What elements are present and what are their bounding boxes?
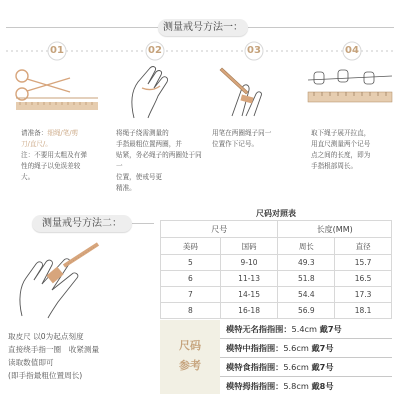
cell-us: 8: [161, 303, 221, 319]
pen-mark-illustration: [212, 62, 272, 118]
ruler-icon: [16, 102, 98, 110]
method2-line-1: 取皮尺 以0为起点刻度: [8, 332, 84, 341]
reference-label-top: 尺码: [179, 339, 201, 352]
reference-row: [226, 340, 334, 357]
reference-row: [226, 359, 334, 376]
step-2-line-4: 圈处于同一: [116, 151, 202, 170]
hand-icon: [20, 259, 78, 318]
cell-diameter: 15.7: [335, 255, 392, 271]
cell-circumference: 56.9: [278, 303, 335, 319]
step-3-text: [212, 128, 296, 150]
header-circumference: 周长: [278, 238, 335, 255]
size-table-group-row: [161, 221, 392, 238]
hand-icon: [132, 67, 168, 118]
table-row: [161, 303, 392, 319]
method2-line-right: [132, 223, 154, 224]
size-table-title: 尺码对照表: [256, 209, 296, 218]
step-1-line-1: 请准备：: [21, 129, 48, 137]
header-cn-size: 国码: [220, 238, 278, 255]
cell-diameter: 18.1: [335, 303, 392, 319]
reference-size: 5.4cm: [291, 324, 318, 334]
reference-ring: 戴7号: [311, 343, 334, 353]
ruler-icon: [308, 92, 392, 102]
table-row: [161, 287, 392, 303]
reference-finger: 模特拇指指围：: [226, 381, 284, 391]
step-3-line-2: 位置作下记号。: [212, 140, 259, 148]
step-3-line-1: 用笔在两圈绳子同一: [212, 129, 272, 137]
cell-circumference: 54.4: [278, 287, 335, 303]
header-diameter: 直径: [335, 238, 392, 255]
cell-circumference: 51.8: [278, 271, 335, 287]
header-line-right: [248, 27, 394, 28]
step-4-line-2: 用直尺测量两个记号: [311, 140, 371, 148]
scissors-ruler-illustration: [12, 64, 102, 114]
step-1-text: [21, 128, 113, 183]
step-2-text: [116, 128, 202, 194]
cell-cn: 9-10: [220, 255, 278, 271]
reference-finger: 模特中指指围：: [226, 343, 284, 353]
cell-cn: 14-15: [220, 287, 278, 303]
cell-us: 6: [161, 271, 221, 287]
cell-us: 5: [161, 255, 221, 271]
group-size-header: 尺号: [161, 221, 278, 238]
step-4-line-4: 手指根部周长。: [311, 162, 358, 170]
step-4-text: [311, 128, 397, 172]
step-1-line-5: 性的绳子以免误差较: [21, 162, 81, 170]
step-2-line-3: 贴紧，务必绳子的两: [116, 151, 176, 159]
reference-finger: 模特无名指指围：: [226, 324, 292, 334]
pen-icon: [220, 68, 248, 94]
cell-us: 7: [161, 287, 221, 303]
measure-length-illustration: [306, 66, 394, 108]
method1-title: 测量戒号方法一：: [158, 19, 248, 36]
step-2-line-1: 将绳子绕需测量的: [116, 129, 169, 137]
step-3-number: 03: [247, 45, 261, 56]
hand-wrap-illustration: [122, 62, 182, 120]
step-4-line-1: 取下绳子展开拉直，: [311, 129, 371, 137]
table-row: [161, 255, 392, 271]
reference-divider: [220, 376, 392, 377]
cell-diameter: 16.5: [335, 271, 392, 287]
header-line-left: [6, 27, 158, 28]
group-length-header: 长度(MM): [278, 221, 392, 238]
step-1-number: 01: [50, 45, 64, 56]
step-1-line-2: 细绳/笔/剪: [47, 129, 79, 137]
size-table-header-row: [161, 238, 392, 255]
method2-line-3: 读取数值即可: [8, 358, 54, 367]
header-us-size: 美码: [161, 238, 221, 255]
step-2-number: 02: [148, 45, 162, 56]
reference-ring: 戴7号: [311, 362, 334, 372]
method2-line-4: (即手指最粗位置周长): [8, 371, 83, 380]
cell-cn: 11-13: [220, 271, 278, 287]
reference-label-bottom: 参考: [179, 359, 201, 372]
method2-line-2: 直接绕手指一圈 收紧测量: [8, 345, 100, 354]
reference-ring: 戴7号: [319, 324, 342, 334]
step-4-line-3: 点之间的长度，即为: [311, 151, 371, 159]
reference-finger: 模特食指指围：: [226, 362, 284, 372]
step-4-number: 04: [345, 45, 359, 56]
step-2-line-2: 手指最粗位置两圈，并: [116, 140, 182, 148]
reference-row: [226, 378, 334, 395]
tape-measure-illustration: [12, 240, 104, 320]
cell-circumference: 49.3: [278, 255, 335, 271]
reference-ring: 戴8号: [311, 381, 334, 391]
cell-cn: 16-18: [220, 303, 278, 319]
reference-divider: [220, 338, 392, 339]
reference-size: 5.8cm: [283, 381, 309, 391]
knot-icon: [308, 70, 392, 84]
reference-size: 5.6cm: [283, 343, 309, 353]
size-table: [160, 220, 392, 319]
cell-diameter: 17.3: [335, 287, 392, 303]
method2-text: [8, 330, 168, 382]
step-2-line-5: 位置，使戒号更: [116, 173, 163, 181]
scissors-icon: [16, 70, 70, 100]
step-2-line-6: 精准。: [116, 184, 136, 192]
step-1-line-6: 大。: [21, 173, 35, 181]
reference-size: 5.6cm: [283, 362, 309, 372]
step-1-line-3: 刀/直尺/。: [21, 140, 52, 148]
method2-title: 测量戒号方法二：: [32, 215, 132, 232]
reference-row: [226, 321, 342, 338]
step-1-line-4: 注：不要用太粗及有弹: [21, 151, 87, 159]
table-row: [161, 271, 392, 287]
reference-divider: [220, 357, 392, 358]
